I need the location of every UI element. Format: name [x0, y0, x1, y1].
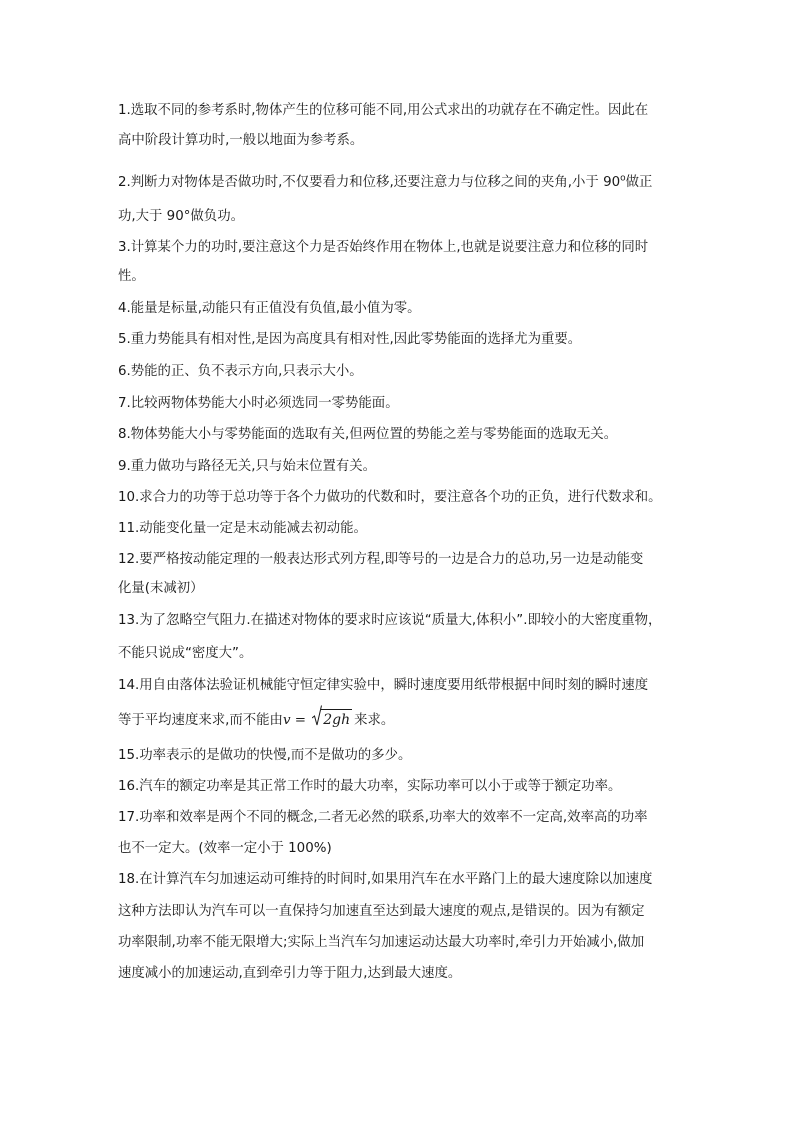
text-line: 速度减小的加速运动,直到牵引力等于阻力,达到最大速度。 — [118, 966, 462, 981]
text-line: 6.势能的正、负不表示方向,只表示大小。 — [118, 364, 363, 379]
text-line: 12.要严格按动能定理的一般表达形式列方程,即等号的一边是合力的总功,另一边是动能变 — [118, 552, 644, 567]
text-line: 9.重力做功与路径无关,只与始末位置有关。 — [118, 459, 377, 474]
radical-sign-icon — [312, 705, 322, 727]
text-line: 功率限制,功率不能无限增大;实际上当汽车匀加速运动达最大功率时,牵引力开始减小,做加 — [118, 935, 645, 950]
text-line-with-formula: 等于平均速度来求,而不能由v = 2gh 来求。 — [118, 709, 394, 731]
text-line: 4.能量是标量,动能只有正值没有负值,最小值为零。 — [118, 301, 421, 316]
text-line: 7.比较两物体势能大小时必须选同一零势能面。 — [118, 396, 399, 411]
text-line: 1.选取不同的参考系时,物体产生的位移可能不同,用公式求出的功就存在不确定性。因此在 — [118, 103, 649, 118]
text-line: 3.计算某个力的功时,要注意这个力是否始终作用在物体上,也就是说要注意力和位移的同时 — [118, 240, 649, 255]
text-line: 高中阶段计算功时,一般以地面为参考系。 — [118, 133, 364, 148]
text-line: 11.动能变化量一定是末动能减去初动能。 — [118, 521, 367, 536]
text-line: 性。 — [118, 269, 145, 284]
text-line: 16.汽车的额定功率是其正常工作时的最大功率，实际功率可以小于或等于额定功率。 — [118, 779, 622, 794]
text-line: 也不一定大。(效率一定小于 100%) — [118, 841, 332, 856]
text-line: 14.用自由落体法验证机械能守恒定律实验中，瞬时速度要用纸带根据中间时刻的瞬时速度 — [118, 678, 649, 693]
sqrt-formula: 2gh — [312, 709, 352, 731]
text-line: 18.在计算汽车匀加速运动可维持的时间时,如果用汽车在水平路门上的最大速度除以加速度 — [118, 872, 653, 887]
text-line: 不能只说成“密度大”。 — [118, 646, 253, 661]
text-line: 17.功率和效率是两个不同的概念,二者无必然的联系,功率大的效率不一定高,效率高的功率 — [118, 810, 648, 825]
text-line: 10.求合力的功等于总功等于各个力做功的代数和时，要注意各个功的正负，进行代数求和。 — [118, 490, 662, 505]
text-line: 功,大于 90°做负功。 — [118, 209, 244, 224]
text-line: 化量(末减初） — [118, 581, 204, 596]
text-line: 13.为了忽略空气阻力.在描述对物体的要求时应该说“质量大,体积小”.即较小的大密度重物， — [118, 613, 662, 628]
text-line: 这种方法即认为汽车可以一直保持匀加速直至达到最大速度的观点,是错误的。因为有额定 — [118, 904, 645, 919]
text-line: 8.物体势能大小与零势能面的选取有关,但两位置的势能之差与零势能面的选取无关。 — [118, 427, 618, 442]
text-line: 5.重力势能具有相对性,是因为高度具有相对性,因此零势能面的选择尤为重要。 — [118, 332, 582, 347]
formula-variable: v — [282, 713, 291, 728]
text-line: 15.功率表示的是做功的快慢,而不是做功的多少。 — [118, 748, 412, 763]
text-line: 2.判断力对物体是否做功时,不仅要看力和位移,还要注意力与位移之间的夹角,小于 90$^o$做正 — [118, 173, 653, 190]
